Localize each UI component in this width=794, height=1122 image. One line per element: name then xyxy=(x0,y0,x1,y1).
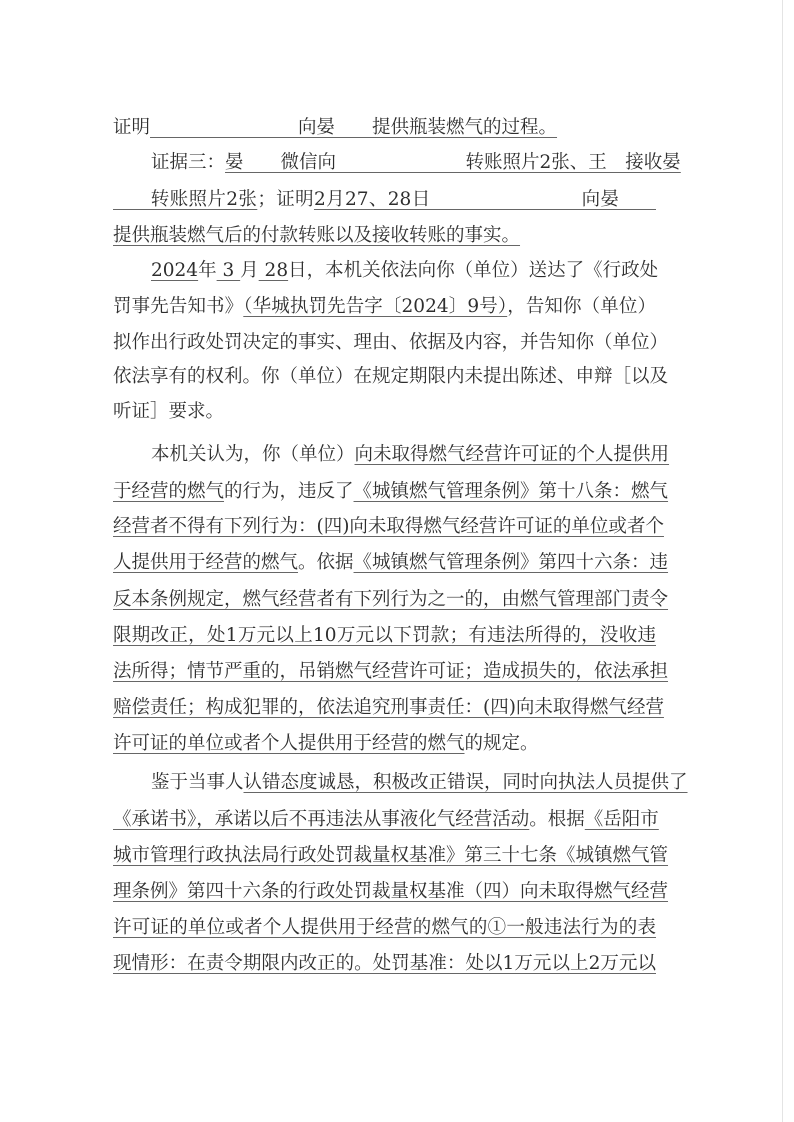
text-segment: 日，本机关依法向你（单位）送达了《行政处 xyxy=(288,260,659,281)
text-line xyxy=(113,294,656,320)
text-line xyxy=(113,479,669,505)
text-line xyxy=(113,514,664,540)
underlined-text: 2月27、28日 向晏 xyxy=(313,189,656,210)
text-line xyxy=(151,150,681,176)
text-line xyxy=(113,399,656,425)
underlined-text: 现情形：在责令期限内改正的。处罚基准：处以1万元以上2万元以 xyxy=(113,953,656,974)
underlined-text: 理条例》第四十六条的行政处罚裁量权基准（四）向未取得燃气经营 xyxy=(113,881,669,902)
underlined-text: 人提供用于经营的燃气 xyxy=(113,552,299,573)
underlined-text: 反本条例规定，燃气经营者有下列行为之一的，由燃气管理部门责令 xyxy=(113,589,669,610)
underlined-text: 转账照片2张 xyxy=(113,189,258,210)
text-line xyxy=(113,951,656,977)
text-segment: 。依据 xyxy=(298,552,354,573)
text-line xyxy=(151,442,670,468)
text-segment: 年 xyxy=(198,260,217,281)
text-segment: 依法享有的权利。你（单位）在规定期限内未提出陈述、申辩［以及 xyxy=(113,366,669,387)
text-segment: 月 xyxy=(240,260,259,281)
underlined-text: 《城镇燃气管理条例》第十八条：燃气 xyxy=(353,481,669,502)
underlined-text: 提供瓶装燃气后的付款转账以及接收转账的事实。 xyxy=(113,225,521,246)
underlined-text: 晏 微信向 转账照片2张、王 接收晏 xyxy=(225,152,681,173)
text-line xyxy=(151,770,688,796)
underlined-text: 经营者不得有下列行为：(四)向未取得燃气经营许可证的单位或者个 xyxy=(113,516,664,537)
underlined-text: 许可证的单位或者个人提供用于经营的燃气的①一般违法行为的表 xyxy=(113,917,656,938)
underlined-text: 赔偿责任；构成犯罪的，依法追究刑事责任：(四)向未取得燃气经营 xyxy=(113,697,664,718)
text-segment: ，告知你（单位） xyxy=(507,296,656,317)
text-line xyxy=(113,623,656,649)
text-line xyxy=(113,364,669,390)
underlined-text: 城市管理行政执法局行政处罚裁量权基准》第三十七条《城镇燃气管 xyxy=(113,845,669,866)
text-segment: 证据三： xyxy=(151,152,226,173)
text-line xyxy=(113,550,669,576)
underlined-text: 3 xyxy=(216,260,241,281)
page-edge xyxy=(782,0,783,1122)
text-segment: 拟作出行政处罚决定的事实、理由、依据及内容，并告知你（单位） xyxy=(113,332,669,353)
text-line xyxy=(113,843,669,869)
underlined-text: 向晏 提供瓶装燃气的过程。 xyxy=(150,117,558,138)
text-line xyxy=(113,731,656,757)
underlined-text: 《岳阳市 xyxy=(584,809,659,830)
underlined-text: 2024 xyxy=(151,260,199,281)
text-line xyxy=(113,187,656,213)
underlined-text: 《承诺书》，承诺以后不再违法从事液化气经营活动 xyxy=(113,809,530,830)
underlined-text: 《城镇燃气管理条例》第四十六条：违 xyxy=(353,552,669,573)
text-line xyxy=(113,587,669,613)
underlined-text: 法所得；情节严重的，吊销燃气经营许可证；造成损失的，依法承担 xyxy=(113,661,669,682)
underlined-text: 许可证的单位或者个人提供用于经营的燃气 xyxy=(113,733,465,754)
text-segment: 本机关认为，你（单位） xyxy=(151,444,355,465)
underlined-text: 认错态度诚恳，积极改正错误，同时向执法人员提供了 xyxy=(243,772,688,793)
text-line xyxy=(113,330,669,356)
underlined-text: 于经营的燃气 xyxy=(113,481,225,502)
text-line xyxy=(113,807,659,833)
text-line xyxy=(113,879,669,905)
text-line xyxy=(113,915,656,941)
text-line xyxy=(151,258,659,284)
underlined-text: 28 xyxy=(258,260,289,281)
text-line xyxy=(113,659,669,685)
text-segment: 的规定。 xyxy=(464,733,539,754)
text-segment: ；证明 xyxy=(257,189,314,210)
text-segment: 罚事先告知书》 xyxy=(113,296,244,317)
text-line xyxy=(113,115,656,141)
text-line xyxy=(113,695,664,721)
underlined-text: 向未取得燃气经营许可证的个人提供用 xyxy=(354,444,670,465)
text-segment: 证明 xyxy=(113,117,151,138)
text-segment: 听证］要求。 xyxy=(113,401,225,422)
underlined-text: （华城执罚先告字〔2024〕9号） xyxy=(243,296,508,317)
text-segment: 鉴于当事人 xyxy=(151,772,244,793)
underlined-text: 限期改正，处1万元以上10万元以下罚款；有违法所得的，没收违 xyxy=(113,625,656,646)
text-segment: 。根据 xyxy=(529,809,585,830)
text-line xyxy=(113,223,656,249)
text-segment: 的行为，违反了 xyxy=(224,481,354,502)
